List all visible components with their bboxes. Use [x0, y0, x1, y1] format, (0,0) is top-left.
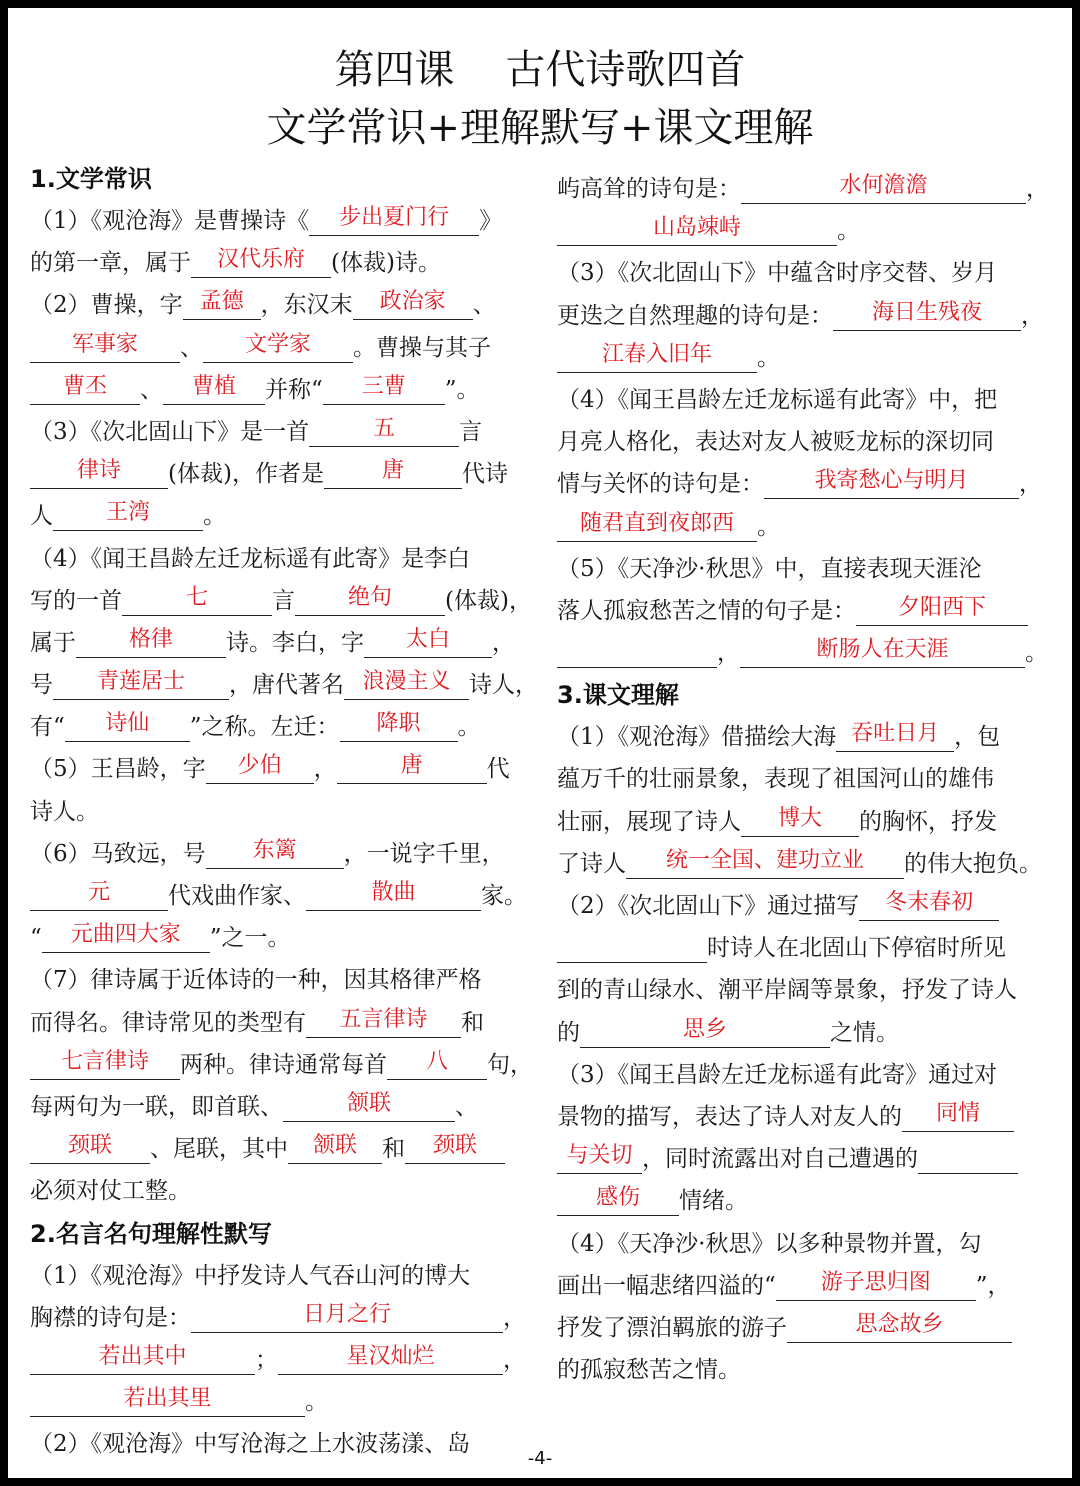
text-line [30, 959, 542, 1001]
answer-text: 思乡 [682, 1016, 727, 1042]
answer-text: 我寄愁心与明月 [814, 468, 969, 494]
static-text: 人 [30, 503, 53, 530]
fill-in-blank[interactable] [856, 594, 1028, 626]
fill-in-blank[interactable] [776, 1269, 976, 1301]
fill-in-blank[interactable] [833, 299, 1021, 331]
static-text: (体裁)诗。 [331, 250, 441, 277]
answer-text: 唐 [381, 458, 404, 484]
text-line [557, 1265, 1057, 1307]
fill-in-blank[interactable] [340, 711, 458, 742]
static-text: 。 [457, 714, 481, 741]
fill-in-blank[interactable] [206, 753, 314, 784]
fill-in-blank[interactable] [30, 1386, 305, 1417]
fill-in-blank[interactable] [557, 936, 707, 963]
text-line [557, 463, 1057, 505]
static-text: 代戏曲作家、 [168, 883, 306, 909]
static-text: 每两句为一联，即首联、 [30, 1093, 283, 1120]
static-text: （2）曹操，字 [30, 292, 183, 319]
answer-text: 浪漫主义 [362, 669, 451, 695]
fill-in-blank[interactable] [740, 637, 1025, 668]
fill-in-blank[interactable] [30, 458, 168, 489]
fill-in-blank[interactable] [309, 415, 459, 447]
section-heading: 2.名言名句理解性默写 [30, 1219, 272, 1248]
fill-in-blank[interactable] [191, 247, 331, 278]
text-line [30, 284, 542, 326]
static-text: 属于 [30, 629, 76, 656]
answer-text: 律诗 [76, 458, 121, 484]
answer-text: 王湾 [105, 500, 150, 526]
static-text: 、 [140, 376, 163, 403]
static-text: 。 [757, 513, 780, 540]
text-line [30, 917, 542, 959]
answer-text: 格律 [128, 626, 173, 652]
static-text: 到的青山绿水、潮平岸阔等景象，抒发了诗人 [557, 977, 1017, 1004]
static-text: ，东汉末 [260, 292, 353, 319]
static-text: ”， [975, 1272, 1011, 1299]
text-line [30, 538, 542, 580]
answer-text: 东篱 [252, 837, 297, 863]
static-text: 句， [487, 1051, 533, 1078]
static-text: 屿高耸的诗句是： [557, 176, 741, 202]
static-text: （3）《次北固山下》中蕴含时序交替、岁月 [557, 260, 998, 287]
answer-text: 文学家 [244, 331, 311, 357]
fill-in-blank[interactable] [65, 711, 190, 742]
answer-text: 五言律诗 [339, 1006, 428, 1032]
text-line [30, 833, 542, 875]
fill-in-blank[interactable] [557, 341, 757, 373]
answer-text: 吞吐日月 [851, 721, 940, 747]
text-line [557, 210, 1057, 252]
fill-in-blank[interactable] [306, 880, 481, 911]
text-line [30, 622, 542, 664]
text-line [557, 1012, 1057, 1054]
fill-in-blank[interactable] [306, 1006, 461, 1038]
static-text: 蕴万千的壮丽景象，表现了祖国河山的雄伟 [557, 766, 994, 793]
static-text: ， [492, 629, 515, 656]
text-line [30, 327, 542, 369]
static-text: 两种。律诗通常每首 [180, 1051, 387, 1078]
fill-in-blank[interactable] [206, 837, 344, 869]
right-column [557, 168, 1057, 1391]
static-text: （1）《观沧海》中抒发诗人气吞山河的博大 [30, 1262, 471, 1289]
static-text: 画出一幅悲绪四溢的“ [557, 1272, 776, 1299]
fill-in-blank[interactable] [53, 669, 229, 700]
static-text: 月亮人格化，表达对友人被贬龙标的深切同 [557, 429, 994, 456]
text-line [557, 252, 1057, 294]
fill-in-blank[interactable] [741, 173, 1026, 204]
answer-text: 五 [373, 415, 396, 441]
answer-text: 曹丕 [62, 373, 107, 399]
static-text: 之情。 [830, 1019, 899, 1046]
static-text: 胸襟的诗句是： [30, 1304, 191, 1331]
static-text: 时诗人在北固山下停宿时所见 [707, 935, 1006, 962]
answer-text: 海日生残夜 [871, 299, 982, 325]
answer-text: 颔联 [312, 1133, 357, 1159]
text-line [557, 548, 1057, 590]
text-line [30, 1044, 542, 1086]
static-text: 和 [382, 1136, 405, 1163]
page-title: 第四课 古代诗歌四首 [334, 47, 746, 93]
answer-text: 孟德 [199, 289, 244, 315]
fill-in-blank[interactable] [387, 1048, 487, 1080]
static-text: ， [717, 640, 740, 667]
left-column [30, 158, 542, 1465]
static-text: ”。 [444, 376, 480, 403]
static-text: 有“ [30, 714, 65, 741]
static-text: 情与关怀的诗句是： [557, 471, 764, 498]
text-line [30, 706, 542, 748]
static-text: 必须对仗工整。 [30, 1178, 191, 1205]
static-text: 写的一首 [30, 587, 122, 614]
answer-text: 同情 [935, 1100, 980, 1126]
static-text: （4）《闻王昌龄左迁龙标遥有此寄》中，把 [557, 386, 998, 413]
static-text: ， [313, 756, 337, 783]
text-line [557, 758, 1057, 800]
static-text: 落人孤寂愁苦之情的句子是： [557, 597, 856, 624]
static-text: ， [1026, 176, 1049, 202]
static-text: (体裁)，作者是 [168, 461, 324, 488]
text-line [30, 664, 542, 706]
fill-in-blank[interactable] [859, 890, 999, 921]
static-text: ， [1021, 302, 1044, 329]
static-text: ，一说字千里， [343, 840, 505, 867]
static-text: 和 [461, 1009, 484, 1036]
fill-in-blank[interactable] [337, 753, 487, 784]
text-line [557, 843, 1057, 885]
text-line [557, 632, 1057, 674]
text-line [557, 1307, 1057, 1349]
answer-text: 太白 [405, 626, 450, 652]
fill-in-blank[interactable] [787, 1311, 1012, 1343]
answer-text: 青莲居士 [96, 669, 185, 695]
answer-text: 散曲 [371, 880, 416, 905]
static-text: 号 [30, 672, 53, 699]
fill-in-blank[interactable] [836, 721, 954, 752]
answer-text: 江春入旧年 [601, 341, 712, 367]
static-text: ，包 [954, 724, 1001, 751]
fill-in-blank[interactable] [76, 626, 226, 658]
answer-text: 随君直到夜郎西 [579, 510, 734, 536]
static-text: 、 [455, 1093, 478, 1120]
fill-in-blank[interactable] [42, 922, 210, 953]
answer-text: 水何澹澹 [839, 173, 928, 198]
static-text: 的第一章，属于 [30, 250, 191, 277]
static-text: ”之一。 [209, 925, 291, 952]
static-text: 壮丽，展现了诗人 [557, 808, 741, 835]
static-text: ； [255, 1346, 278, 1373]
fill-in-blank[interactable] [53, 500, 203, 531]
fill-in-blank[interactable] [309, 205, 479, 236]
answer-text: 冬末春初 [885, 890, 974, 915]
answer-text: 游子思归图 [820, 1269, 931, 1295]
text-line [30, 1086, 542, 1128]
fill-in-blank[interactable] [557, 1143, 642, 1174]
answer-text: 元曲四大家 [70, 922, 181, 948]
static-text: （4）《闻王昌龄左迁龙标遥有此寄》是李白 [30, 545, 471, 572]
static-text: (体裁)， [445, 587, 532, 614]
static-text: 景物的描写，表达了诗人对友人的 [557, 1103, 902, 1130]
static-text: “ [30, 925, 42, 952]
answer-text: 星汉灿烂 [346, 1343, 435, 1369]
fill-in-blank[interactable] [580, 1016, 830, 1048]
text-line [557, 168, 1057, 210]
answer-text: 少伯 [237, 753, 282, 779]
text-line [557, 1223, 1057, 1265]
text-line [557, 1138, 1057, 1180]
static-text: 、尾联，其中 [150, 1136, 288, 1163]
answer-text: 八 [425, 1048, 448, 1074]
fill-in-blank[interactable] [324, 458, 462, 489]
answer-text: 与关切 [566, 1143, 633, 1169]
fill-in-blank[interactable] [902, 1100, 1014, 1132]
static-text: ，同时流露出对自己遭遇的 [642, 1146, 918, 1173]
page-number: -4- [527, 1448, 553, 1469]
page-subtitle: 文学常识+理解默写+课文理解 [266, 105, 814, 151]
answer-text: 七 [185, 584, 208, 610]
static-text: 家。 [481, 883, 527, 909]
fill-in-blank[interactable] [557, 215, 837, 246]
text-line [30, 495, 542, 537]
fill-in-blank[interactable] [30, 1048, 180, 1080]
text-line [30, 411, 542, 453]
answer-text: 唐 [400, 753, 423, 779]
static-text: 。 [757, 344, 780, 371]
section-heading: 1.文学常识 [30, 165, 152, 193]
static-text: ， [503, 1304, 526, 1331]
text-line [30, 1339, 542, 1381]
fill-in-blank[interactable] [30, 331, 180, 363]
text-line [557, 716, 1057, 758]
text-line [557, 379, 1057, 421]
text-line [557, 969, 1057, 1011]
static-text: 、 [472, 292, 496, 319]
fill-in-blank[interactable] [364, 626, 492, 658]
static-text: ， [1019, 471, 1042, 498]
fill-in-blank[interactable] [30, 880, 168, 911]
static-text: 更迭之自然理趣的诗句是： [557, 302, 833, 329]
answer-text: 诗仙 [105, 711, 150, 737]
static-text: （5）《天净沙·秋思》中，直接表现天涯沦 [557, 555, 982, 582]
static-text: （2）《观沧海》中写沧海之上水波荡漾、岛 [30, 1431, 471, 1458]
text-line [557, 927, 1057, 969]
answer-text: 思念故乡 [855, 1311, 944, 1337]
answer-text: 步出夏门行 [339, 205, 450, 230]
answer-text: 统一全国、建功立业 [665, 847, 864, 873]
answer-text: 降职 [376, 711, 421, 737]
fill-in-blank[interactable] [344, 669, 469, 700]
static-text: 》 [479, 208, 503, 234]
fill-in-blank[interactable] [323, 373, 445, 405]
fill-in-blank[interactable] [557, 510, 757, 542]
static-text: 。 [837, 218, 860, 245]
text-line [30, 791, 542, 833]
answer-text: 绝句 [347, 584, 392, 610]
static-text: 。 [305, 1389, 328, 1416]
fill-in-blank[interactable] [353, 289, 473, 320]
text-line [30, 1128, 542, 1170]
static-text: ， [503, 1346, 526, 1373]
fill-in-blank[interactable] [295, 584, 445, 616]
text-line [30, 242, 542, 284]
fill-in-blank[interactable] [288, 1133, 382, 1164]
static-text: 了诗人 [557, 850, 626, 877]
fill-in-blank[interactable] [183, 289, 261, 320]
static-text: （2）《次北固山下》通过描写 [557, 893, 860, 919]
text-line [30, 453, 542, 495]
answer-text: 三曹 [361, 373, 406, 399]
answer-text: 日月之行 [302, 1301, 391, 1327]
answer-text: 颈联 [67, 1133, 112, 1159]
text-line [557, 1096, 1057, 1138]
static-text: 诗人， [469, 672, 538, 699]
static-text: （6）马致远，号 [30, 840, 206, 867]
static-text: 并称“ [265, 376, 323, 403]
answer-text: 元 [87, 880, 110, 905]
text-line [30, 1255, 542, 1297]
fill-in-blank[interactable] [278, 1343, 503, 1375]
worksheet-page [8, 8, 1072, 1478]
static-text: （1）《观沧海》是曹操诗《 [30, 208, 310, 234]
fill-in-blank[interactable] [283, 1090, 455, 1122]
text-line [30, 369, 542, 411]
answer-text: 感伤 [595, 1185, 640, 1211]
fill-in-blank[interactable] [191, 1301, 503, 1333]
answer-text: 七言律诗 [60, 1048, 149, 1074]
fill-in-blank[interactable] [30, 1133, 150, 1164]
text-line [557, 295, 1057, 337]
fill-in-blank[interactable] [30, 1343, 255, 1375]
answer-text: 颔联 [346, 1090, 391, 1116]
answer-text: 颈联 [432, 1133, 477, 1159]
answer-text: 军事家 [71, 331, 138, 357]
answer-text: 政治家 [379, 289, 446, 315]
static-text: 、 [180, 334, 203, 361]
fill-in-blank[interactable] [741, 805, 859, 837]
fill-in-blank[interactable] [122, 584, 272, 616]
text-line [30, 1381, 542, 1423]
static-text: （1）《观沧海》借描绘大海 [557, 724, 837, 751]
text-line [557, 1054, 1057, 1096]
text-line [30, 748, 542, 790]
static-text: 言 [272, 587, 295, 614]
answer-text: 汉代乐府 [216, 247, 305, 273]
static-text: 代 [486, 756, 510, 783]
answer-text: 断肠人在天涯 [816, 637, 949, 663]
static-text: ，唐代著名 [229, 672, 344, 699]
text-line [557, 1349, 1057, 1391]
fill-in-blank[interactable] [30, 373, 140, 405]
text-line [30, 1170, 542, 1212]
static-text: （3）《次北固山下》是一首 [30, 418, 310, 445]
static-text: 。 [203, 503, 226, 530]
static-text: 诗。李白，字 [226, 629, 364, 656]
text-line [30, 580, 542, 622]
text-line [557, 801, 1057, 843]
static-text: 情绪。 [679, 1188, 748, 1215]
section-heading: 3.课文理解 [557, 681, 679, 710]
static-text: 的伟大抱负。 [904, 850, 1042, 877]
text-line [30, 1002, 542, 1044]
static-text: 的孤寂愁苦之情。 [557, 1357, 741, 1384]
fill-in-blank[interactable] [918, 1147, 1018, 1174]
static-text: ”之称。左迁： [189, 714, 340, 741]
fill-in-blank[interactable] [163, 373, 265, 405]
static-text: 诗人。 [30, 798, 99, 825]
static-text: 。曹操与其子 [353, 334, 491, 361]
static-text: （4）《天净沙·秋思》以多种景物并置，勾 [557, 1230, 982, 1257]
static-text: 言 [459, 418, 483, 445]
fill-in-blank[interactable] [626, 847, 904, 879]
text-line [557, 1180, 1057, 1222]
static-text: 。 [1025, 640, 1048, 667]
text-line [557, 421, 1057, 463]
static-text: （5）王昌龄，字 [30, 756, 206, 783]
static-text: 代诗 [461, 461, 508, 488]
text-line [30, 1297, 542, 1339]
fill-in-blank[interactable] [203, 331, 353, 363]
text-line [30, 875, 542, 917]
fill-in-blank[interactable] [405, 1133, 505, 1164]
text-line [557, 590, 1057, 632]
fill-in-blank[interactable] [557, 1185, 679, 1216]
static-text: 抒发了漂泊羁旅的游子 [557, 1314, 787, 1341]
answer-text: 博大 [777, 805, 822, 831]
answer-text: 若出其中 [98, 1343, 187, 1369]
answer-text: 山岛竦峙 [652, 215, 741, 241]
static-text: （7）律诗属于近体诗的一种，因其格律严格 [30, 967, 482, 994]
static-text: 而得名。律诗常见的类型有 [30, 1009, 306, 1036]
text-line [557, 506, 1057, 548]
text-line [30, 200, 542, 242]
answer-text: 夕阳西下 [897, 594, 986, 620]
answer-text: 曹植 [191, 373, 236, 399]
text-line [557, 337, 1057, 379]
static-text: （3）《闻王昌龄左迁龙标遥有此寄》通过对 [557, 1061, 998, 1088]
text-line [557, 885, 1057, 927]
static-text: 的 [557, 1019, 580, 1046]
fill-in-blank[interactable] [764, 468, 1019, 499]
answer-text: 若出其里 [123, 1386, 212, 1412]
fill-in-blank[interactable] [557, 641, 717, 668]
static-text: 的胸怀，抒发 [859, 808, 997, 835]
